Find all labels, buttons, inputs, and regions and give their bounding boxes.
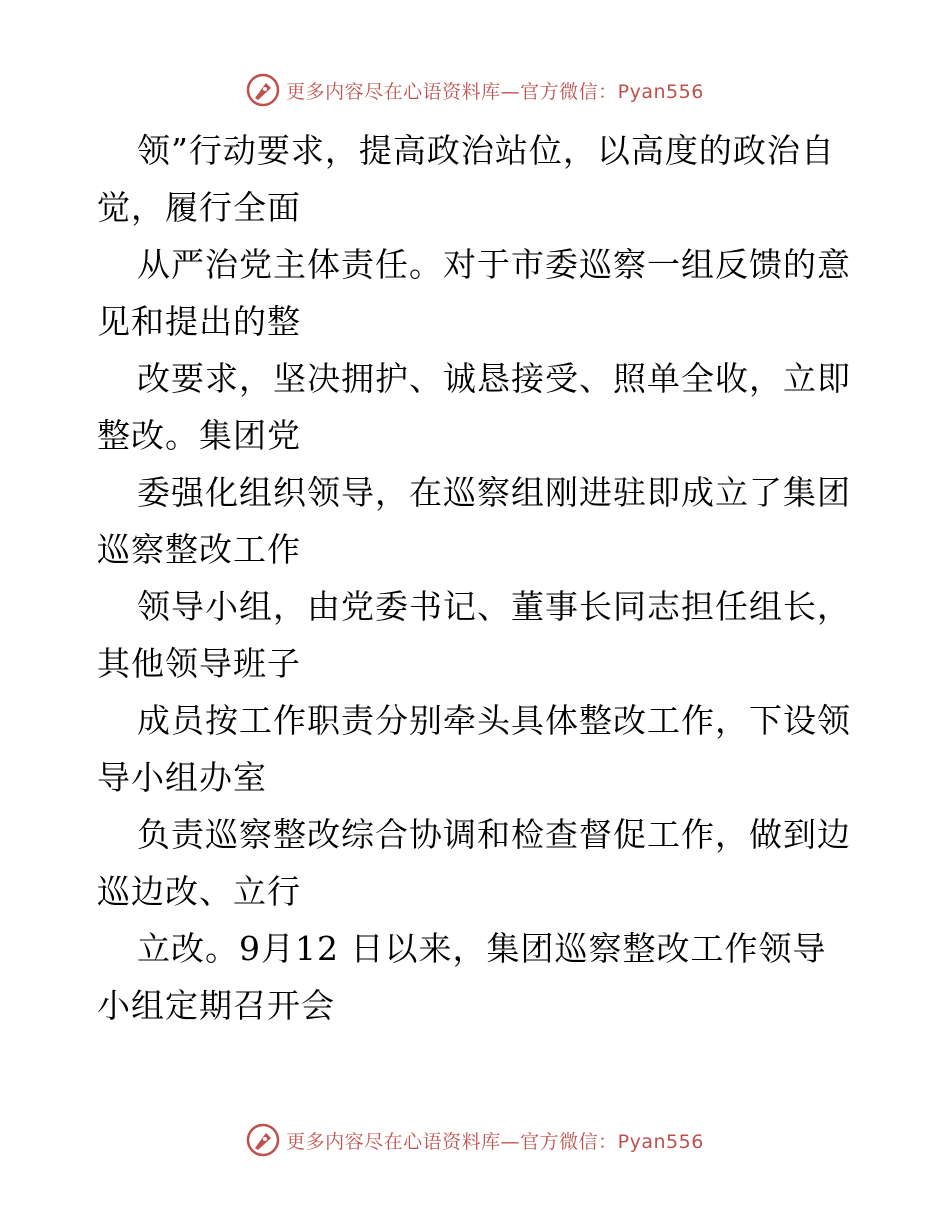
text-line: 其他领导班子 [97, 644, 301, 683]
text-line: 从严治党主体责任。对于市委巡察一组反馈的意 [137, 245, 851, 284]
text-line: 领导小组，由党委书记、董事长同志担任组长， [137, 587, 851, 626]
pen-nib-logo-icon [246, 73, 280, 107]
text-line: 改要求，坚决拥护、诚恳接受、照单全收，立即 [137, 359, 851, 398]
text-line: 立改。9月12 日以来，集团巡察整改工作领导 [137, 929, 827, 968]
pen-nib-logo-icon [246, 1123, 280, 1157]
text-line: 领”行动要求，提高政治站位，以高度的政治自 [137, 131, 835, 170]
footer-banner-text: 更多内容尽在心语资料库—官方微信：Pyan556 [286, 1130, 704, 1153]
text-line: 成员按工作职责分别牵头具体整改工作，下设领 [137, 701, 851, 740]
text-line: 导小组办室 [97, 758, 267, 797]
header-banner-text: 更多内容尽在心语资料库—官方微信：Pyan556 [286, 80, 704, 103]
document-body [97, 122, 857, 1034]
text-line: 巡边改、立行 [97, 872, 301, 911]
text-line: 巡察整改工作 [97, 530, 301, 569]
text-line: 见和提出的整 [97, 302, 301, 341]
text-line: 小组定期召开会 [97, 986, 335, 1025]
header-banner [0, 70, 950, 110]
text-line: 整改。集团党 [97, 416, 301, 455]
footer-banner [0, 1120, 950, 1160]
text-line: 觉，履行全面 [97, 188, 301, 227]
text-line: 负责巡察整改综合协调和检查督促工作，做到边 [137, 815, 851, 854]
text-line: 委强化组织领导，在巡察组刚进驻即成立了集团 [137, 473, 851, 512]
